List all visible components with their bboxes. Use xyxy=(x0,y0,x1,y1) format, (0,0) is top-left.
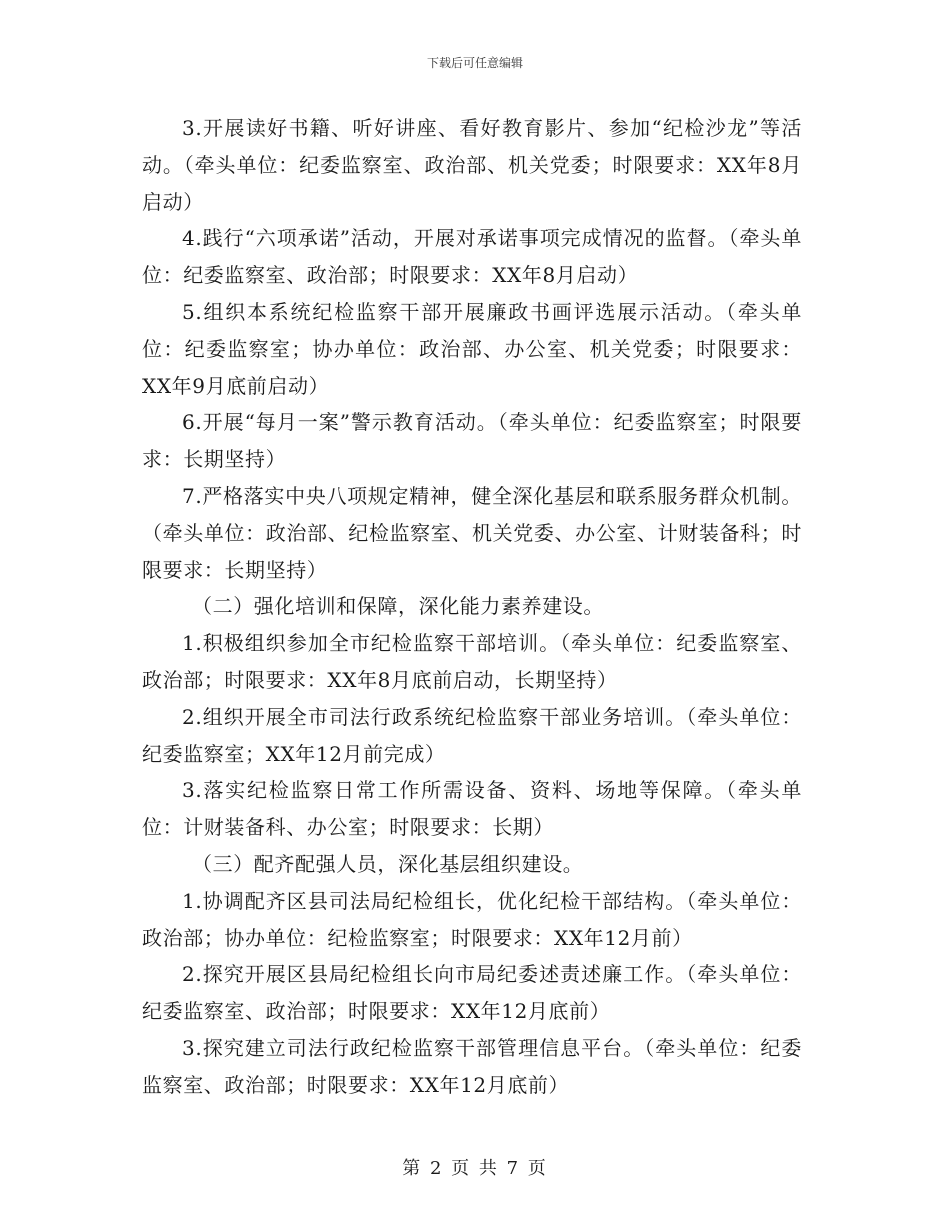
paragraph-staffing-1: 1.协调配齐区县司法局纪检组长，优化纪检干部结构。（牵头单位：政治部；协办单位：纪检监察室；时限要求：XX年12月前） xyxy=(142,888,802,950)
paragraph-staffing-2: 2.探究开展区县局纪检组长向市局纪委述责述廉工作。（牵头单位：纪委监察室、政治部；时限要求：XX年12月底前） xyxy=(142,962,802,1024)
section-heading-2: （二）强化培训和保障，深化能力素养建设。 xyxy=(192,594,604,619)
document-body xyxy=(142,110,802,1104)
paragraph-item-6-warning-education: 6.开展“每月一案”警示教育活动。（牵头单位：纪委监察室；时限要求：长期坚持） xyxy=(142,410,802,472)
page-header: 下载后可任意编辑 xyxy=(426,56,523,70)
paragraph-item-3-reading: 3.开展读好书籍、听好讲座、看好教育影片、参加“纪检沙龙”等活动。（牵头单位：纪委监察室、政治部、机关党委；时限要求：XX年8月启动） xyxy=(142,116,802,214)
paragraph-training-3: 3.落实纪检监察日常工作所需设备、资料、场地等保障。（牵头单位：计财装备科、办公室；时限要求：长期） xyxy=(142,778,802,840)
paragraph-item-5-calligraphy: 5.组织本系统纪检监察干部开展廉政书画评选展示活动。（牵头单位：纪委监察室；协办单位：政治部、办公室、机关党委；时限要求：XX年9月底前启动） xyxy=(142,299,802,398)
page-number-footer: 第 2 页 共 7 页 xyxy=(402,1158,548,1179)
paragraph-training-2: 2.组织开展全市司法行政系统纪检监察干部业务培训。（牵头单位：纪委监察室；XX年12月前完成） xyxy=(142,704,802,766)
paragraph-item-4-six-promises: 4.践行“六项承诺”活动，开展对承诺事项完成情况的监督。（牵头单位：纪委监察室、政治部；时限要求：XX年8月启动） xyxy=(142,226,802,288)
paragraph-training-1: 1.积极组织参加全市纪检监察干部培训。（牵头单位：纪委监察室、政治部；时限要求：XX年8月底前启动，长期坚持） xyxy=(142,631,802,692)
paragraph-item-7-eight-rules: 7.严格落实中央八项规定精神，健全深化基层和联系服务群众机制。（牵头单位：政治部、纪检监察室、机关党委、办公室、计财装备科；时限要求：长期坚持） xyxy=(142,483,802,582)
section-heading-3: （三）配齐配强人员，深化基层组织建设。 xyxy=(192,851,584,876)
paragraph-staffing-3: 3.探究建立司法行政纪检监察干部管理信息平台。（牵头单位：纪委监察室、政治部；时限要求：XX年12月底前） xyxy=(142,1035,802,1097)
